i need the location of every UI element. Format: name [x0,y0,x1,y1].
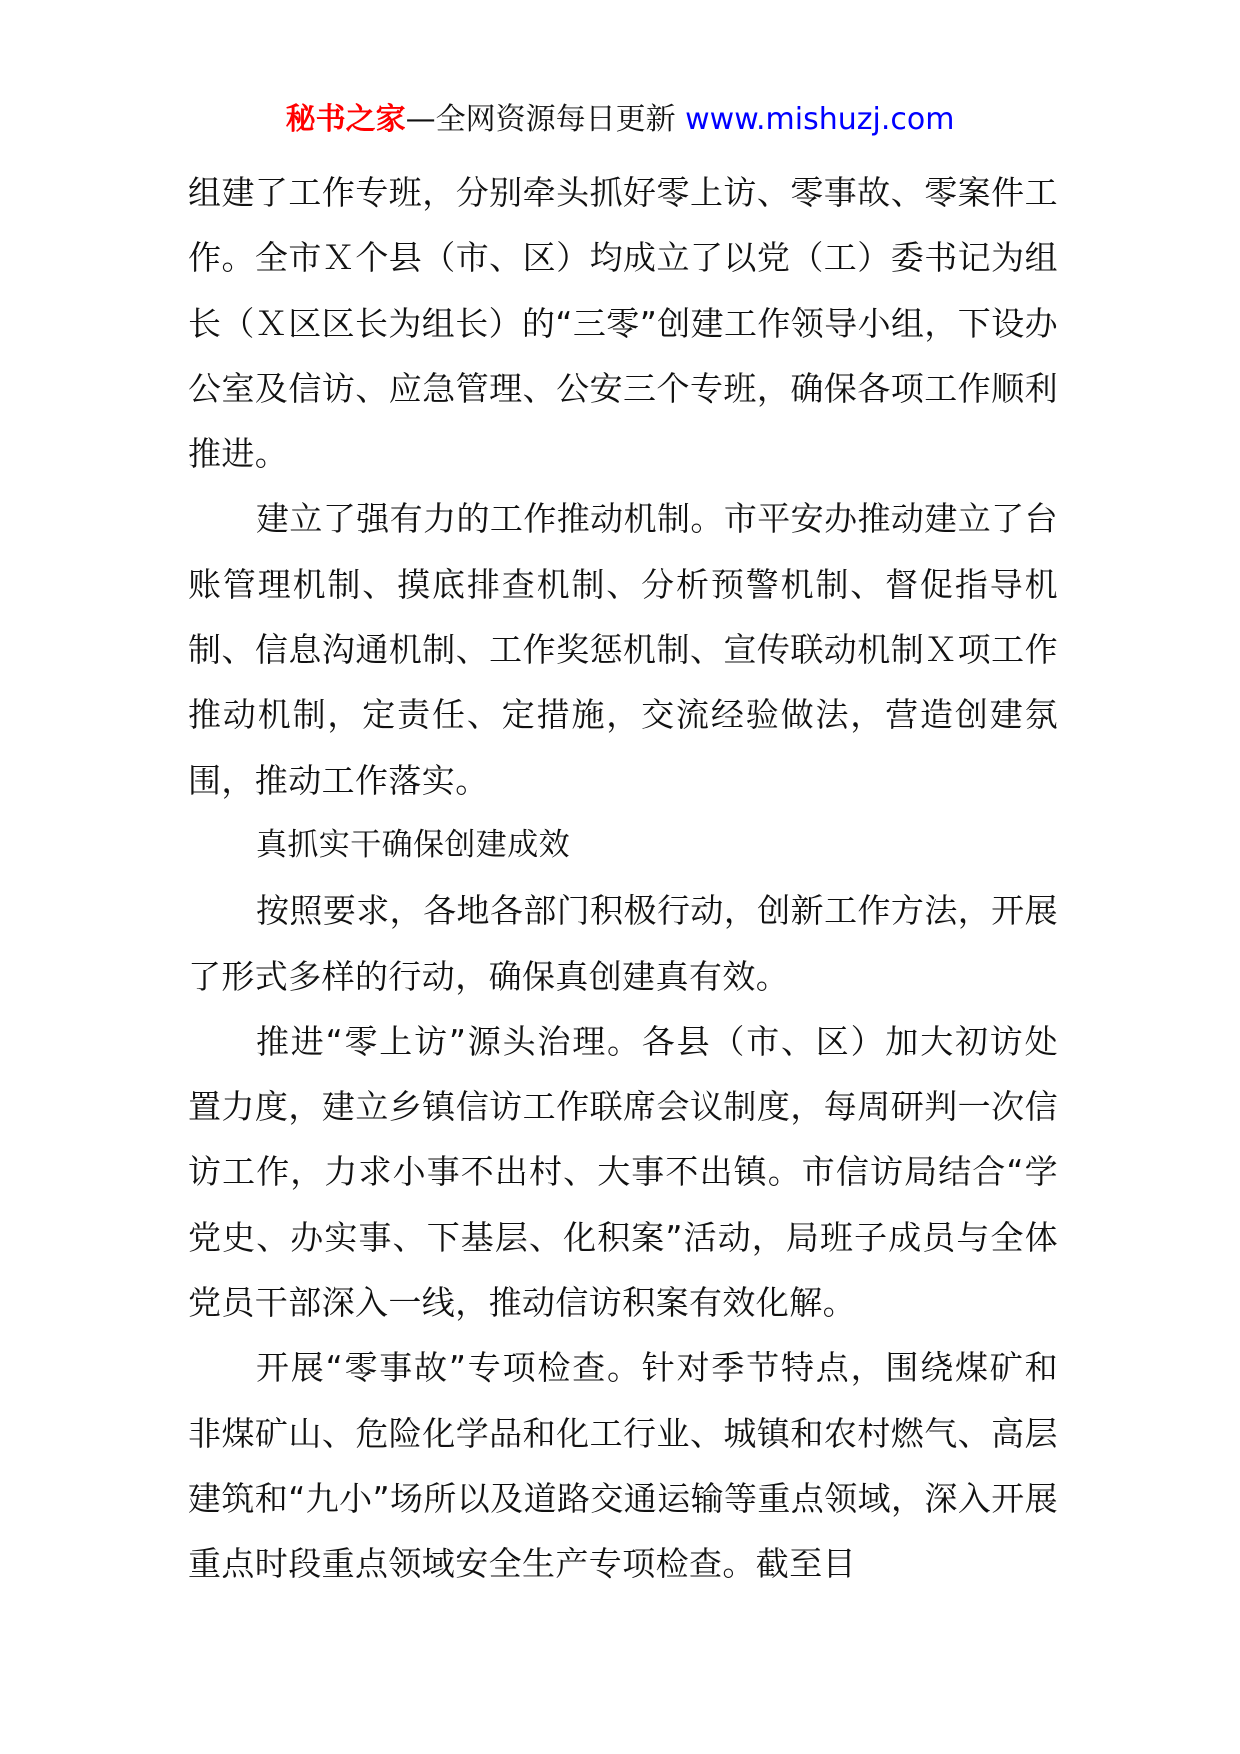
paragraph-actions: 按照要求，各地各部门积极行动，创新工作方法，开展了形式多样的行动，确保真创建真有效。 [188,891,1058,996]
paragraph-zero-accident: 开展“零事故”专项检查。针对季节特点，围绕煤矿和非煤矿山、危险化学品和化工行业、城镇和农村燃气、高层建筑和“九小”场所以及道路交通运输等重点领域，深入开展重点时段重点领域安全生产专项检查。截至目 [188,1348,1058,1584]
section-heading: 真抓实干确保创建成效 [256,826,570,863]
paragraph-mechanism: 建立了强有力的工作推动机制。市平安办推动建立了台账管理机制、摸底排查机制、分析预警机制、督促指导机制、信息沟通机制、工作奖惩机制、宣传联动机制Ｘ项工作推动机制，定责任、定措施，交流经验做法，营造创建氛围，推动工作落实。 [188,499,1058,800]
document-body [188,160,1058,1597]
paragraph-continuation: 组建了工作专班，分别牵头抓好零上访、零事故、零案件工作。全市Ｘ个县（市、区）均成立了以党（工）委书记为组长（Ｘ区区长为组长）的“三零”创建工作领导小组，下设办公室及信访、应急管理、公安三个专班，确保各项工作顺利推进。 [188,173,1058,474]
site-header [0,98,1240,142]
site-url-link[interactable]: www.mishuzj.com [685,102,955,137]
site-brand: 秘书之家 [285,102,406,137]
paragraph-zero-petition: 推进“零上访”源头治理。各县（市、区）加大初访处置力度，建立乡镇信访工作联席会议制度，每周研判一次信访工作，力求小事不出村、大事不出镇。市信访局结合“学党史、办实事、下基层、化积案”活动，局班子成员与全体党员干部深入一线，推动信访积案有效化解。 [188,1021,1058,1323]
site-tagline: —全网资源每日更新 [405,102,686,137]
